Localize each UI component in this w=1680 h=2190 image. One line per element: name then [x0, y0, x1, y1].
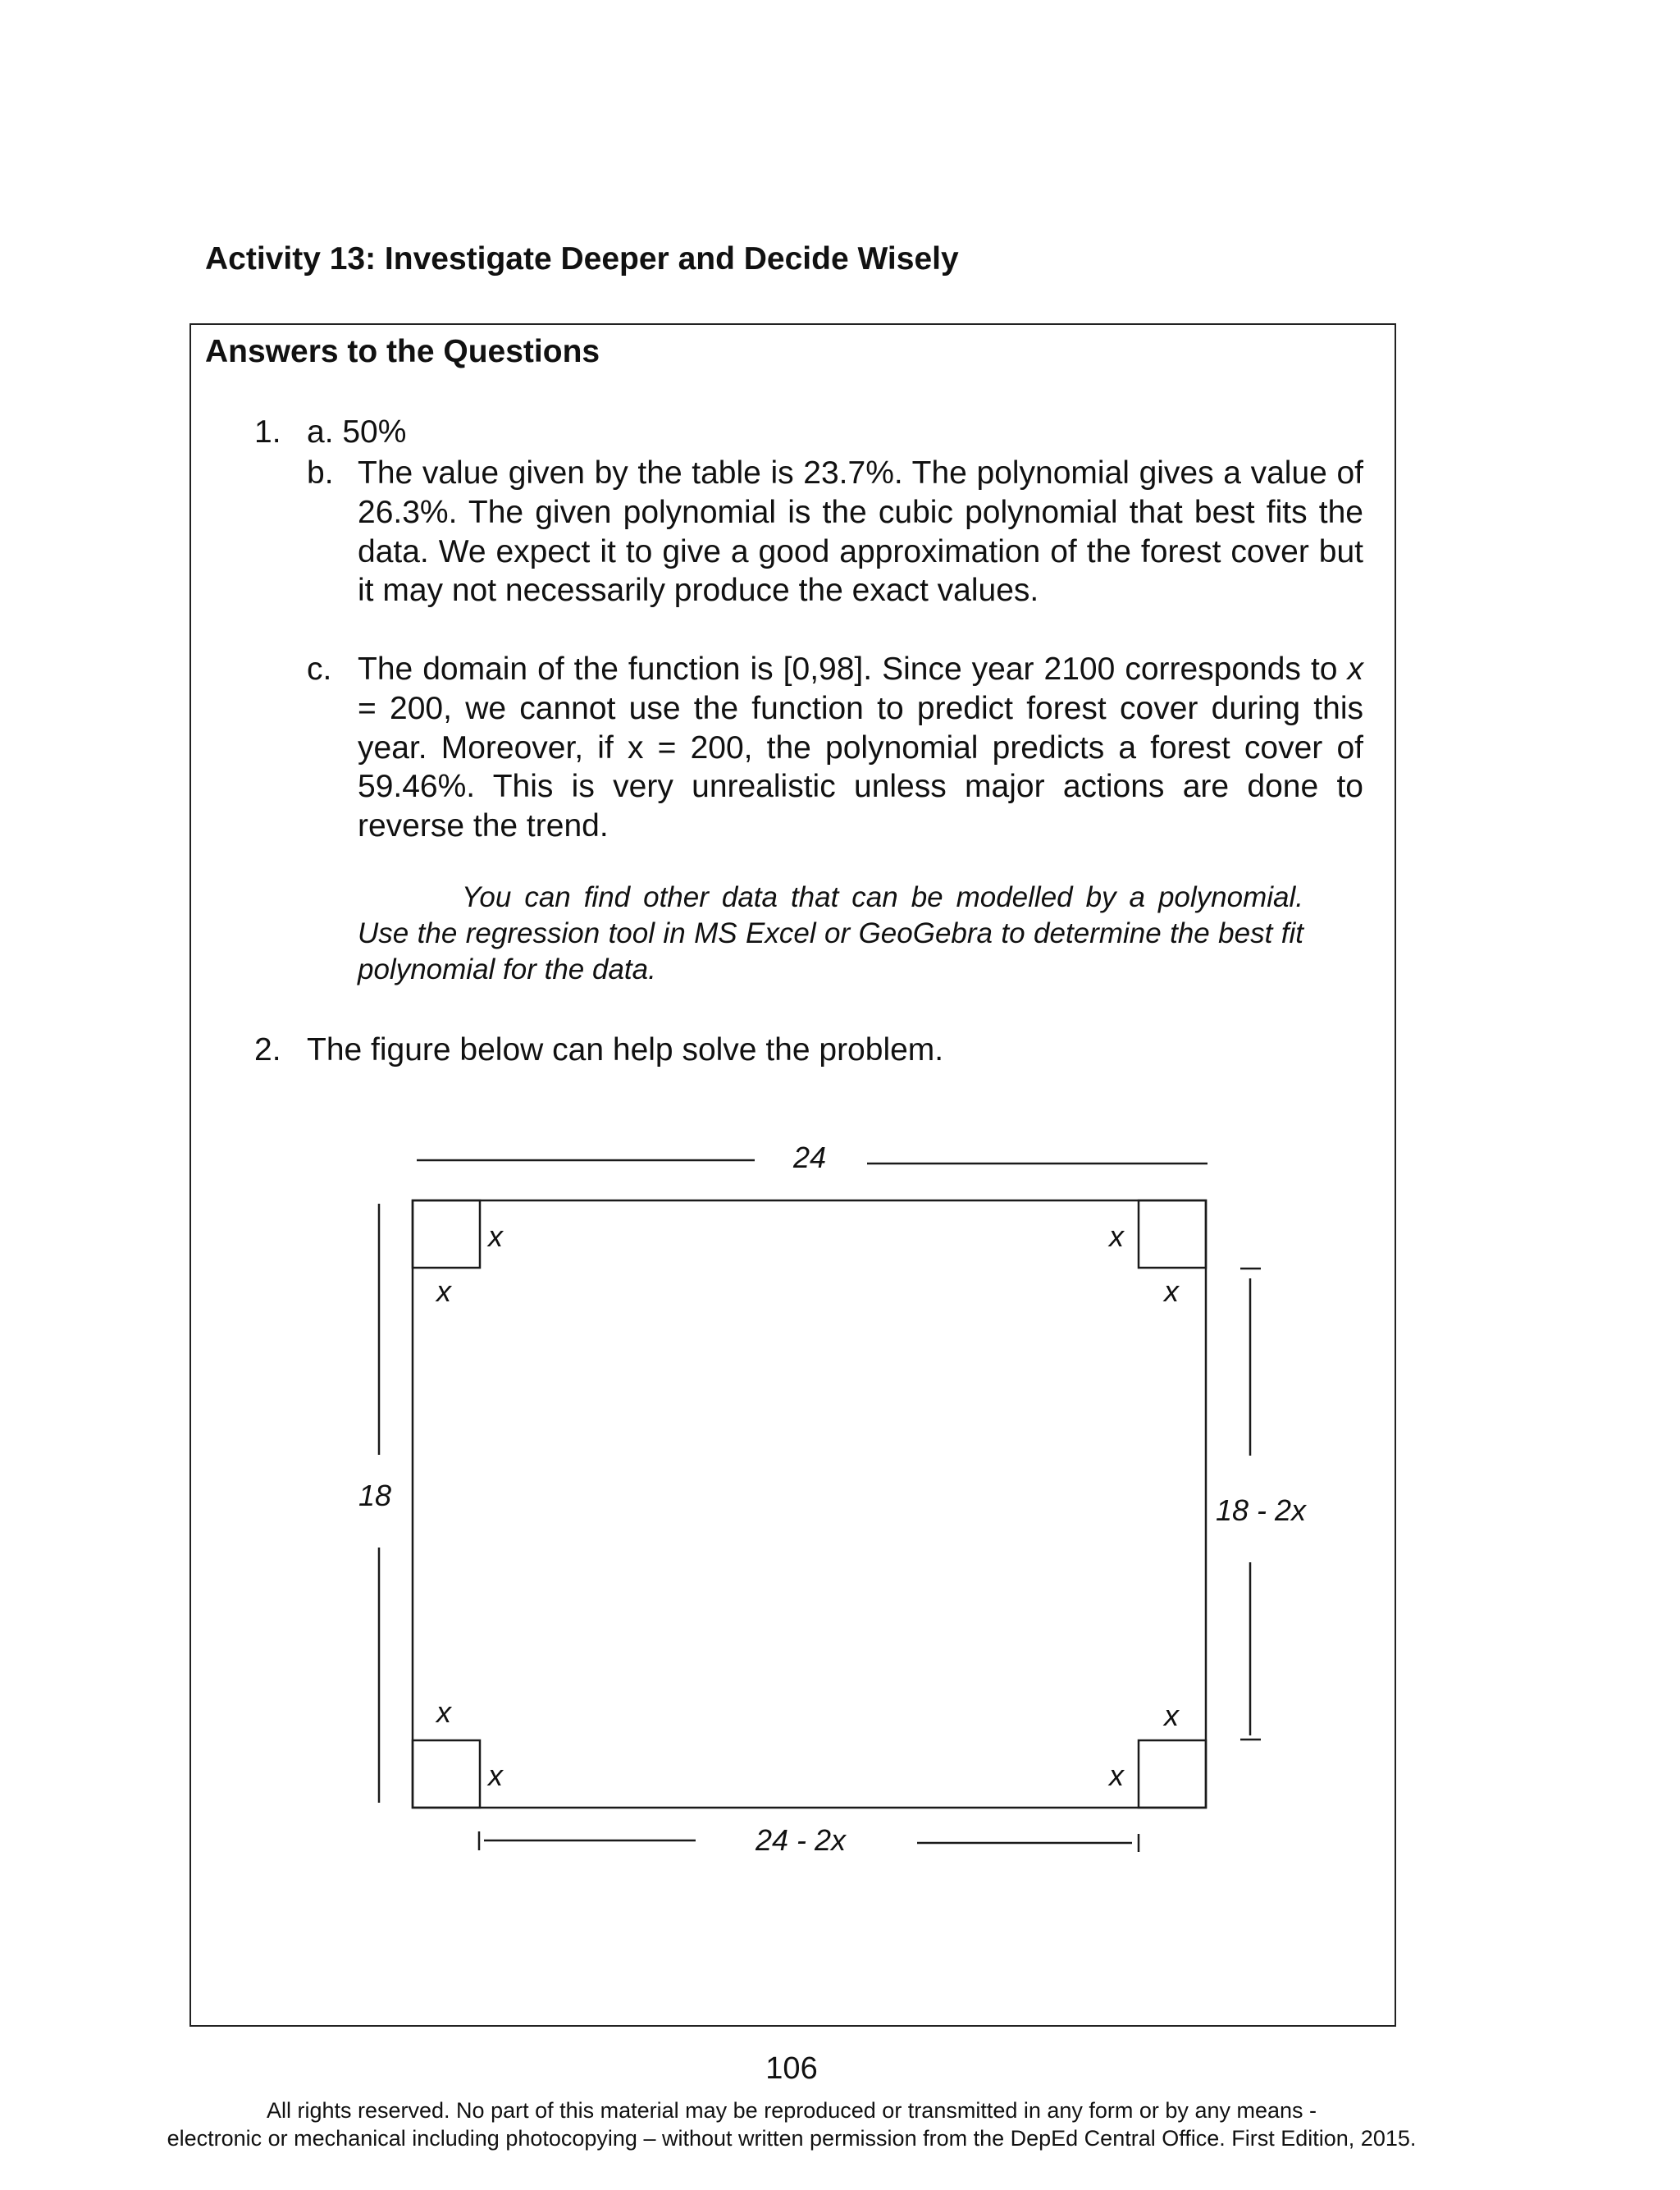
- corner-label: x: [488, 1758, 503, 1792]
- corner-label: x: [488, 1219, 503, 1253]
- corner-label: x: [436, 1274, 451, 1308]
- sheet-rectangle: [413, 1200, 1206, 1808]
- copyright-line-1: All rights reserved. No part of this material may be reproduced or transmitted in any form or by any means -: [266, 2098, 1317, 2123]
- question-2-number: 2.: [254, 1032, 281, 1068]
- question-1b-text: The value given by the table is 23.7%. The polynomial gives a value of 26.3%. The given polynomial is the cubic polynomial that best fits the data. We expect it to give a good approximation of the forest cover but it may not necessarily produce the exact values.: [358, 455, 1363, 609]
- question-1a-answer: a. 50%: [307, 414, 407, 450]
- question-2-text: The figure below can help solve the problem.: [307, 1032, 944, 1068]
- activity-title: Activity 13: Investigate Deeper and Decide Wisely: [205, 241, 959, 277]
- question-1c-label: c.: [307, 652, 332, 687]
- question-1b-label: b.: [307, 455, 334, 491]
- answers-heading: Answers to the Questions: [205, 334, 600, 369]
- corner-square-top-left: [413, 1200, 480, 1268]
- top-width-label: 24: [793, 1141, 827, 1174]
- right-height-label: 18 - 2x: [1216, 1493, 1307, 1527]
- corner-label: x: [1164, 1699, 1179, 1732]
- bottom-width-label: 24 - 2x: [756, 1823, 847, 1857]
- question-1c-variable: x: [1347, 652, 1363, 687]
- copyright-line-2: electronic or mechanical including photocopying – without written permission from the DepEd Central Office. First Edition, 2015.: [167, 2126, 1417, 2151]
- page-number: 106: [765, 2051, 818, 2086]
- question-1c-text-end: = 200, we cannot use the function to predict forest cover during this year. Moreover, if x = 200, the polynomial predicts a forest cover of 59.46%. This is very unrealistic unless major actions are done to reverse the trend.: [358, 690, 1363, 844]
- corner-square-bottom-left: [413, 1740, 480, 1808]
- corner-label: x: [1109, 1758, 1124, 1792]
- corner-label: x: [1164, 1274, 1179, 1308]
- left-height-label: 18: [358, 1479, 392, 1512]
- corner-label: x: [1109, 1219, 1124, 1253]
- corner-square-top-right: [1139, 1200, 1206, 1268]
- question-1c-text-start: The domain of the function is [0,98]. Since year 2100 corresponds to: [358, 652, 1348, 687]
- technology-note: You can find other data that can be modelled by a polynomial. Use the regression tool in MS Excel or GeoGebra to determine the best fit polynomial for the data.: [358, 881, 1303, 985]
- question-1-number: 1.: [254, 414, 281, 450]
- corner-square-bottom-right: [1139, 1740, 1206, 1808]
- corner-label: x: [436, 1695, 451, 1729]
